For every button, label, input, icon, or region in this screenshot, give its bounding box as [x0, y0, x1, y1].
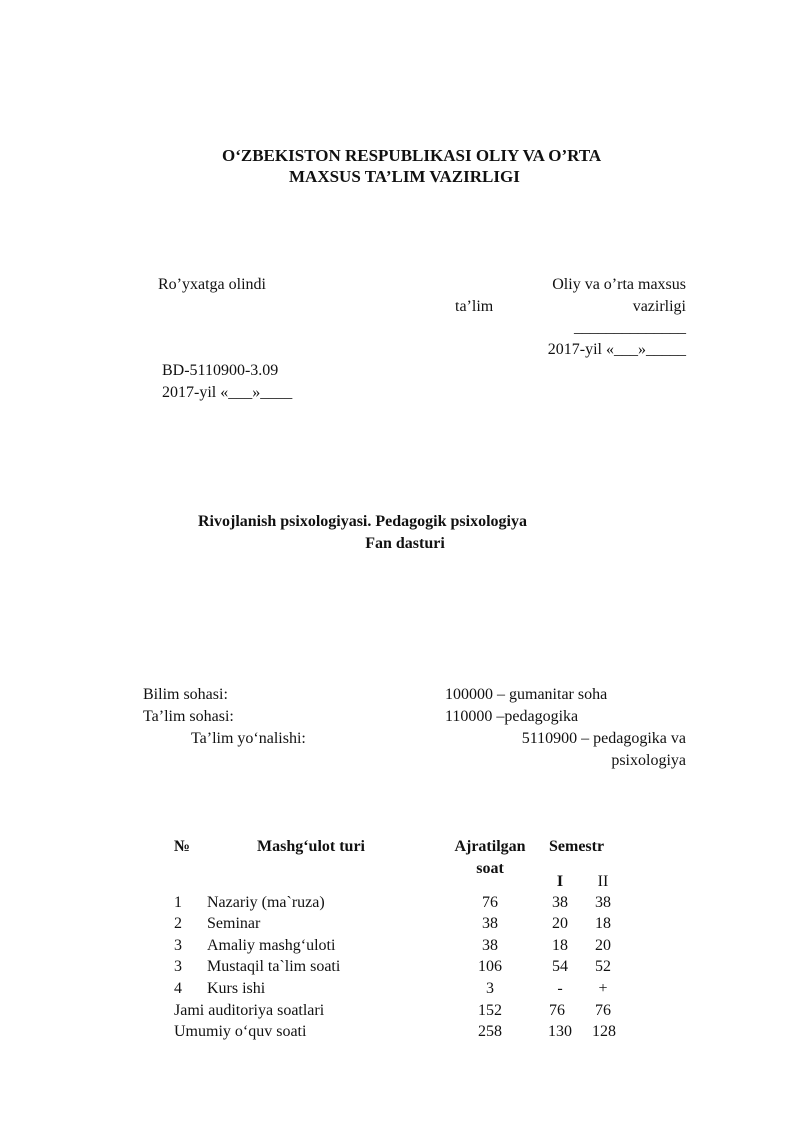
total-hours: 258	[478, 1023, 502, 1040]
approval-date: 2017-yil «___»_____	[547, 341, 686, 358]
header-num: №	[174, 838, 191, 855]
header-type: Mashg‘ulot turi	[257, 838, 365, 855]
row-sem1: 20	[552, 915, 568, 932]
row-sem2: 18	[595, 915, 611, 932]
row-type: Kurs ishi	[207, 980, 266, 997]
row-sem1: 54	[552, 958, 568, 975]
total-sem1: 130	[548, 1023, 572, 1040]
field-value-yonalish-cont: psixologiya	[611, 752, 686, 769]
field-label-yonalish: Ta’lim yo‘nalishi:	[191, 730, 306, 747]
registration-date: 2017-yil «___»____	[162, 384, 293, 401]
header-sem1: I	[556, 873, 564, 890]
row-num: 2	[174, 915, 182, 932]
header-hours-line2: soat	[476, 860, 504, 877]
total-label: Umumiy o‘quv soati	[174, 1023, 307, 1040]
field-value-talim: 110000 –pedagogika	[445, 708, 579, 725]
row-type: Amaliy mashg‘uloti	[207, 937, 336, 954]
row-num: 3	[174, 958, 182, 975]
field-value-bilim: 100000 – gumanitar soha	[445, 686, 608, 703]
row-hours: 38	[482, 937, 498, 954]
row-sem1: 18	[552, 937, 568, 954]
row-hours: 76	[482, 894, 498, 911]
signature-line: ______________	[574, 319, 686, 336]
program-title: Rivojlanish psixologiyasi. Pedagogik psixologiya	[198, 513, 527, 530]
total-sem2: 128	[592, 1023, 616, 1040]
header-sem2: II	[597, 873, 609, 890]
field-label-bilim: Bilim sohasi:	[143, 686, 228, 703]
row-num: 3	[174, 937, 182, 954]
row-hours: 38	[482, 915, 498, 932]
row-sem1: 38	[552, 894, 568, 911]
ministry-title-line2: MAXSUS TA’LIM VAZIRLIGI	[289, 167, 520, 186]
ministry-title-line1: O‘ZBEKISTON RESPUBLIKASI OLIY VA O’RTA	[222, 146, 602, 165]
total-sem1: 76	[549, 1002, 565, 1019]
row-num: 1	[174, 894, 182, 911]
row-type: Mustaqil ta`lim soati	[207, 958, 341, 975]
row-sem2: +	[598, 980, 608, 997]
row-sem1: -	[557, 980, 563, 997]
row-type: Nazariy (ma`ruza)	[207, 894, 325, 911]
program-subtitle: Fan dasturi	[365, 535, 445, 552]
approval-line2a: ta’lim	[455, 298, 494, 315]
row-hours: 3	[486, 980, 494, 997]
registration-label: Ro’yxatga olindi	[158, 276, 266, 293]
field-label-talim: Ta’lim sohasi:	[143, 708, 234, 725]
row-sem2: 20	[595, 937, 611, 954]
row-sem2: 38	[595, 894, 611, 911]
approval-line2b: vazirligi	[632, 298, 686, 315]
registration-code: BD-5110900-3.09	[162, 362, 279, 379]
header-hours-line1: Ajratilgan	[454, 838, 526, 855]
row-num: 4	[174, 980, 182, 997]
row-type: Seminar	[207, 915, 261, 932]
total-sem2: 76	[595, 1002, 611, 1019]
field-value-yonalish: 5110900 – pedagogika va	[521, 730, 686, 747]
row-hours: 106	[478, 958, 502, 975]
header-semester: Semestr	[549, 838, 605, 855]
row-sem2: 52	[595, 958, 611, 975]
total-label: Jami auditoriya soatlari	[174, 1002, 325, 1019]
total-hours: 152	[478, 1002, 502, 1019]
approval-line1: Oliy va o’rta maxsus	[552, 276, 686, 293]
